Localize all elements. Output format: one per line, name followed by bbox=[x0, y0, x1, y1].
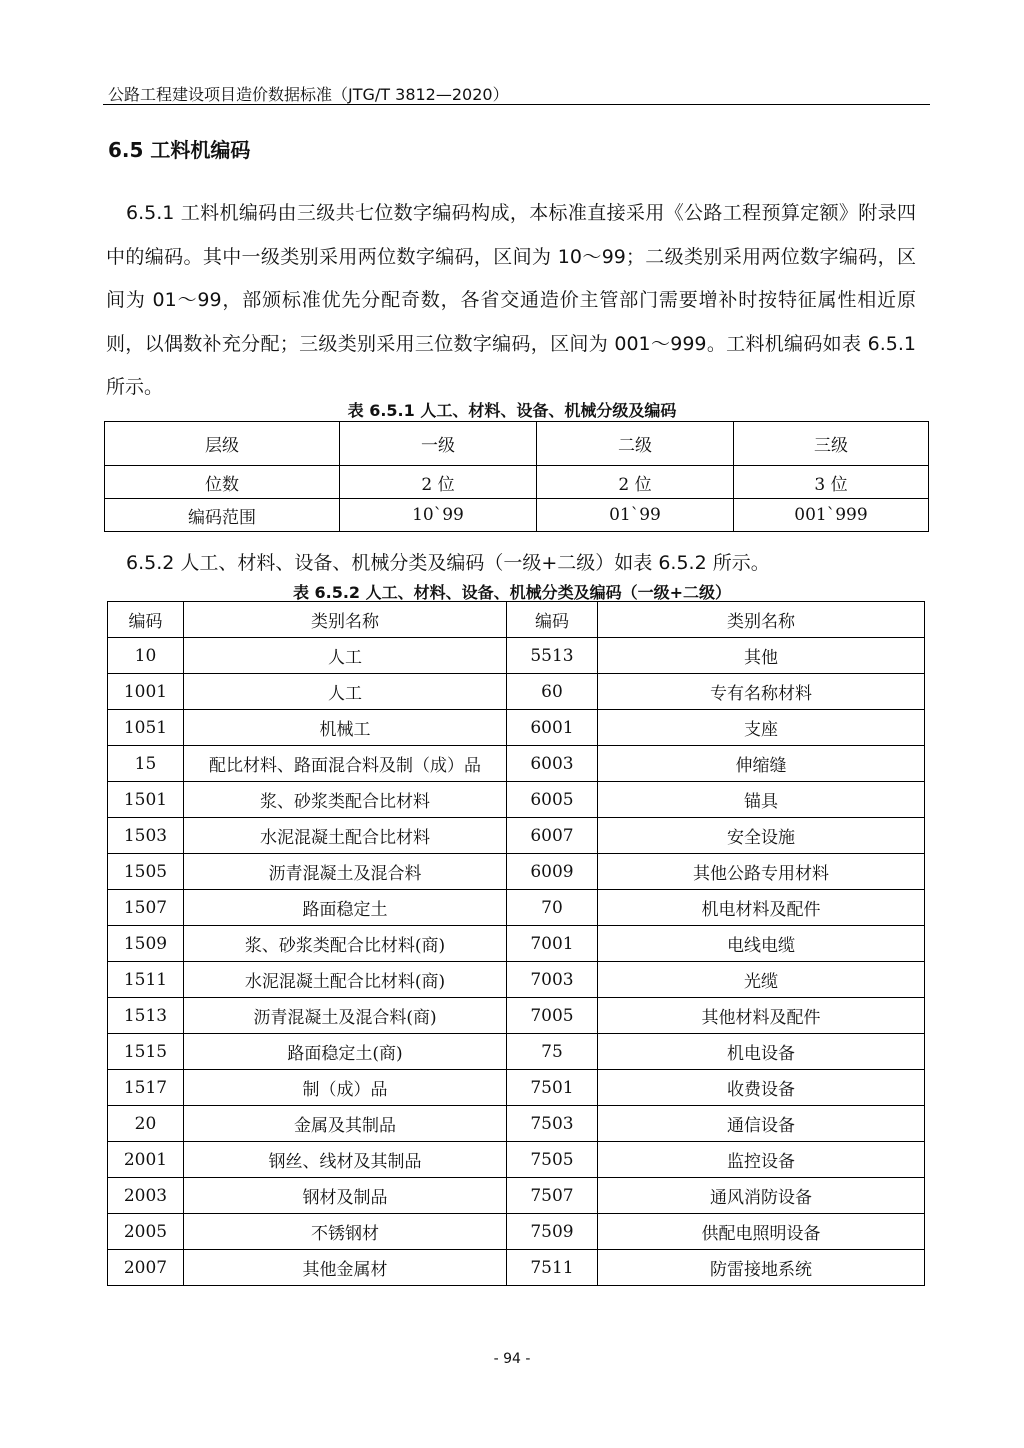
table-cell: 1501 bbox=[108, 782, 184, 818]
table-cell: 7511 bbox=[507, 1250, 598, 1286]
table-cell: 7001 bbox=[507, 926, 598, 962]
table-row bbox=[108, 782, 925, 818]
table-header-row bbox=[108, 602, 925, 638]
table-cell: 路面稳定土(商) bbox=[184, 1034, 507, 1070]
table-cell: 钢丝、线材及其制品 bbox=[184, 1142, 507, 1178]
table-cell: 5513 bbox=[507, 638, 598, 674]
table-cell: 类别名称 bbox=[598, 602, 925, 638]
table-cell: 编码 bbox=[507, 602, 598, 638]
table-row bbox=[108, 638, 925, 674]
table-row bbox=[108, 890, 925, 926]
table-row bbox=[108, 746, 925, 782]
table-cell: 10 bbox=[108, 638, 184, 674]
table-cell: 2 位 bbox=[537, 466, 734, 499]
table-cell: 60 bbox=[507, 674, 598, 710]
table-cell: 1511 bbox=[108, 962, 184, 998]
table-cell: 机电设备 bbox=[598, 1034, 925, 1070]
table-cell: 沥青混凝土及混合料 bbox=[184, 854, 507, 890]
table-cell: 不锈钢材 bbox=[184, 1214, 507, 1250]
table-cell: 7005 bbox=[507, 998, 598, 1034]
table-cell: 浆、砂浆类配合比材料(商) bbox=[184, 926, 507, 962]
table-cell: 6007 bbox=[507, 818, 598, 854]
table-row bbox=[108, 926, 925, 962]
table-cell: 路面稳定土 bbox=[184, 890, 507, 926]
table-row bbox=[105, 466, 929, 499]
table-body bbox=[108, 602, 925, 1286]
paragraph-6-5-2: 6.5.2 人工、材料、设备、机械分类及编码（一级+二级）如表 6.5.2 所示。 bbox=[126, 552, 770, 574]
page-number: - 94 - bbox=[493, 1351, 531, 1367]
table-cell: 钢材及制品 bbox=[184, 1178, 507, 1214]
table-row bbox=[108, 674, 925, 710]
table-cell: 6003 bbox=[507, 746, 598, 782]
table-cell: 7003 bbox=[507, 962, 598, 998]
table-cell: 其他材料及配件 bbox=[598, 998, 925, 1034]
table-cell: 10`99 bbox=[340, 499, 537, 532]
table-cell: 机械工 bbox=[184, 710, 507, 746]
table-cell: 7501 bbox=[507, 1070, 598, 1106]
table-cell: 1051 bbox=[108, 710, 184, 746]
table-row bbox=[108, 998, 925, 1034]
table-cell: 金属及其制品 bbox=[184, 1106, 507, 1142]
table-cell: 光缆 bbox=[598, 962, 925, 998]
table-cell: 通风消防设备 bbox=[598, 1178, 925, 1214]
table-cell: 1505 bbox=[108, 854, 184, 890]
table-cell: 锚具 bbox=[598, 782, 925, 818]
table-cell: 2007 bbox=[108, 1250, 184, 1286]
table-cell: 沥青混凝土及混合料(商) bbox=[184, 998, 507, 1034]
table-cell: 编码范围 bbox=[105, 499, 340, 532]
table-row bbox=[108, 962, 925, 998]
table-row bbox=[108, 818, 925, 854]
running-header: 公路工程建设项目造价数据标准（JTG/T 3812—2020） bbox=[108, 85, 509, 104]
table-cell: 层级 bbox=[105, 422, 340, 466]
table-cell: 支座 bbox=[598, 710, 925, 746]
table-cell: 电线电缆 bbox=[598, 926, 925, 962]
table-cell: 其他 bbox=[598, 638, 925, 674]
table-row bbox=[105, 499, 929, 532]
table-row bbox=[108, 1250, 925, 1286]
table-cell: 3 位 bbox=[734, 466, 929, 499]
table-cell: 2005 bbox=[108, 1214, 184, 1250]
table-cell: 人工 bbox=[184, 674, 507, 710]
table-cell: 7503 bbox=[507, 1106, 598, 1142]
table-cell: 专有名称材料 bbox=[598, 674, 925, 710]
table-row bbox=[108, 710, 925, 746]
table-6-5-2 bbox=[107, 601, 925, 1286]
table-cell: 安全设施 bbox=[598, 818, 925, 854]
table-row bbox=[108, 1214, 925, 1250]
table-cell: 2 位 bbox=[340, 466, 537, 499]
table-cell: 类别名称 bbox=[184, 602, 507, 638]
table-row bbox=[108, 1034, 925, 1070]
table-6-5-1-caption: 表 6.5.1 人工、材料、设备、机械分级及编码 bbox=[347, 401, 677, 420]
table-row bbox=[108, 1142, 925, 1178]
table-row bbox=[108, 854, 925, 890]
table-cell: 6009 bbox=[507, 854, 598, 890]
table-cell: 三级 bbox=[734, 422, 929, 466]
table-cell: 人工 bbox=[184, 638, 507, 674]
table-cell: 1509 bbox=[108, 926, 184, 962]
table-cell: 2001 bbox=[108, 1142, 184, 1178]
table-cell: 其他金属材 bbox=[184, 1250, 507, 1286]
table-cell: 机电材料及配件 bbox=[598, 890, 925, 926]
table-row bbox=[108, 1070, 925, 1106]
table-cell: 防雷接地系统 bbox=[598, 1250, 925, 1286]
table-6-5-1 bbox=[104, 421, 929, 532]
table-header-row bbox=[105, 422, 929, 466]
table-cell: 75 bbox=[507, 1034, 598, 1070]
table-cell: 位数 bbox=[105, 466, 340, 499]
table-cell: 伸缩缝 bbox=[598, 746, 925, 782]
table-cell: 配比材料、路面混合料及制（成）品 bbox=[184, 746, 507, 782]
table-cell: 供配电照明设备 bbox=[598, 1214, 925, 1250]
table-cell: 浆、砂浆类配合比材料 bbox=[184, 782, 507, 818]
table-cell: 15 bbox=[108, 746, 184, 782]
table-row bbox=[108, 1106, 925, 1142]
table-cell: 6005 bbox=[507, 782, 598, 818]
table-cell: 其他公路专用材料 bbox=[598, 854, 925, 890]
table-cell: 6001 bbox=[507, 710, 598, 746]
table-cell: 7509 bbox=[507, 1214, 598, 1250]
table-cell: 一级 bbox=[340, 422, 537, 466]
table-cell: 2003 bbox=[108, 1178, 184, 1214]
table-cell: 二级 bbox=[537, 422, 734, 466]
table-cell: 监控设备 bbox=[598, 1142, 925, 1178]
section-title: 6.5 工料机编码 bbox=[108, 138, 251, 162]
table-cell: 7505 bbox=[507, 1142, 598, 1178]
header-rule bbox=[103, 104, 930, 105]
table-cell: 7507 bbox=[507, 1178, 598, 1214]
table-cell: 20 bbox=[108, 1106, 184, 1142]
table-cell: 1001 bbox=[108, 674, 184, 710]
table-row bbox=[108, 1178, 925, 1214]
table-cell: 001`999 bbox=[734, 499, 929, 532]
table-cell: 70 bbox=[507, 890, 598, 926]
table-cell: 水泥混凝土配合比材料(商) bbox=[184, 962, 507, 998]
table-cell: 1503 bbox=[108, 818, 184, 854]
table-cell: 1517 bbox=[108, 1070, 184, 1106]
table-cell: 编码 bbox=[108, 602, 184, 638]
table-cell: 收费设备 bbox=[598, 1070, 925, 1106]
table-6-5-2-caption: 表 6.5.2 人工、材料、设备、机械分类及编码（一级+二级） bbox=[292, 583, 732, 602]
table-cell: 制（成）品 bbox=[184, 1070, 507, 1106]
table-cell: 1515 bbox=[108, 1034, 184, 1070]
table-cell: 01`99 bbox=[537, 499, 734, 532]
table-cell: 通信设备 bbox=[598, 1106, 925, 1142]
paragraph-6-5-1: 6.5.1 工料机编码由三级共七位数字编码构成，本标准直接采用《公路工程预算定额》附录四中的编码。其中一级类别采用两位数字编码，区间为 10～99；二级类别采用两位数字编码，区间为 01～99，部颁标准优先分配奇数，各省交通造价主管部门需要增补时按特征属性相近原则，以偶数补充分配；三级类别采用三位数字编码，区间为 001～999。工料机编码如表 6.5.1 所示。 bbox=[106, 202, 916, 398]
table-cell: 水泥混凝土配合比材料 bbox=[184, 818, 507, 854]
table-cell: 1507 bbox=[108, 890, 184, 926]
table-cell: 1513 bbox=[108, 998, 184, 1034]
